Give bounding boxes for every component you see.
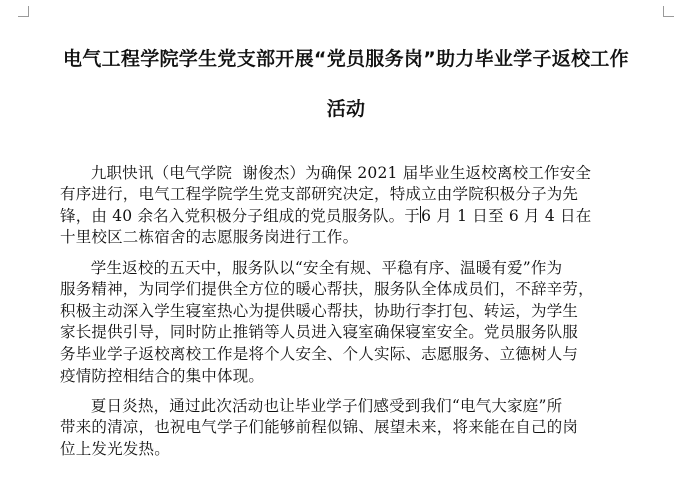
paragraph-1-line-4: 十里校区二栋宿舍的志愿服务岗进行工作。 xyxy=(60,228,359,247)
paragraph-1-line-2: 有序进行，电气工程学院学生党支部研究决定，特成立由学院积极分子为先 xyxy=(60,185,579,204)
paragraph-3-line-3: 位上发光发热。 xyxy=(60,439,170,458)
paragraph-2-line-2: 服务精神，为同学们提供全方位的暖心帮扶，服务队全体成员们，不辞辛劳， xyxy=(60,280,594,299)
paragraph-2-line-4: 家长提供引导，同时防止推销等人员进入寝室确保寝室安全。党员服务队服 xyxy=(60,323,579,342)
paragraph-1-line-3-date: 6 月 1 日至 6 月 4 日在 xyxy=(421,206,592,225)
paragraph-1-line-3-text: 锋，由 40 余名入党积极分子组成的党员服务队。于 xyxy=(60,206,421,225)
paragraph-3-line-2: 带来的清凉，也祝电气学子们能够前程似锦、展望未来，将来能在自己的岗 xyxy=(60,418,579,437)
paragraph-3-line-1: 夏日炎热，通过此次活动也让毕业学子们感受到我们“电气大家庭”所 xyxy=(90,396,563,415)
margin-corner-mark-top-left xyxy=(18,6,29,17)
paragraph-2-line-5: 务毕业学子返校离校工作是将个人安全、个人实际、志愿服务、立德树人与 xyxy=(60,344,579,363)
paragraph-3[interactable] xyxy=(60,374,666,504)
paragraph-1-line-3 xyxy=(60,206,666,228)
paragraph-2-line-3: 积极主动深入学生寝室热心为提供暖心帮扶，协助行李打包、转运，为学生 xyxy=(60,301,579,320)
paragraph-2-line-6: 疫情防控相结合的集中体现。 xyxy=(60,366,265,385)
paragraph-1-line-1: 九职快讯（电气学院 谢俊杰）为确保 2021 届毕业生返校离校工作安全 xyxy=(90,163,592,182)
margin-corner-mark-top-right xyxy=(663,6,674,17)
document-title-line-2: 活动 xyxy=(326,98,366,120)
document-title-line-1: 电气工程学院学生党支部开展“党员服务岗”助力毕业学子返校工作 xyxy=(63,48,629,70)
paragraph-2-line-1: 学生返校的五天中，服务队以“安全有规、平稳有序、温暖有爱”作为 xyxy=(90,258,563,277)
